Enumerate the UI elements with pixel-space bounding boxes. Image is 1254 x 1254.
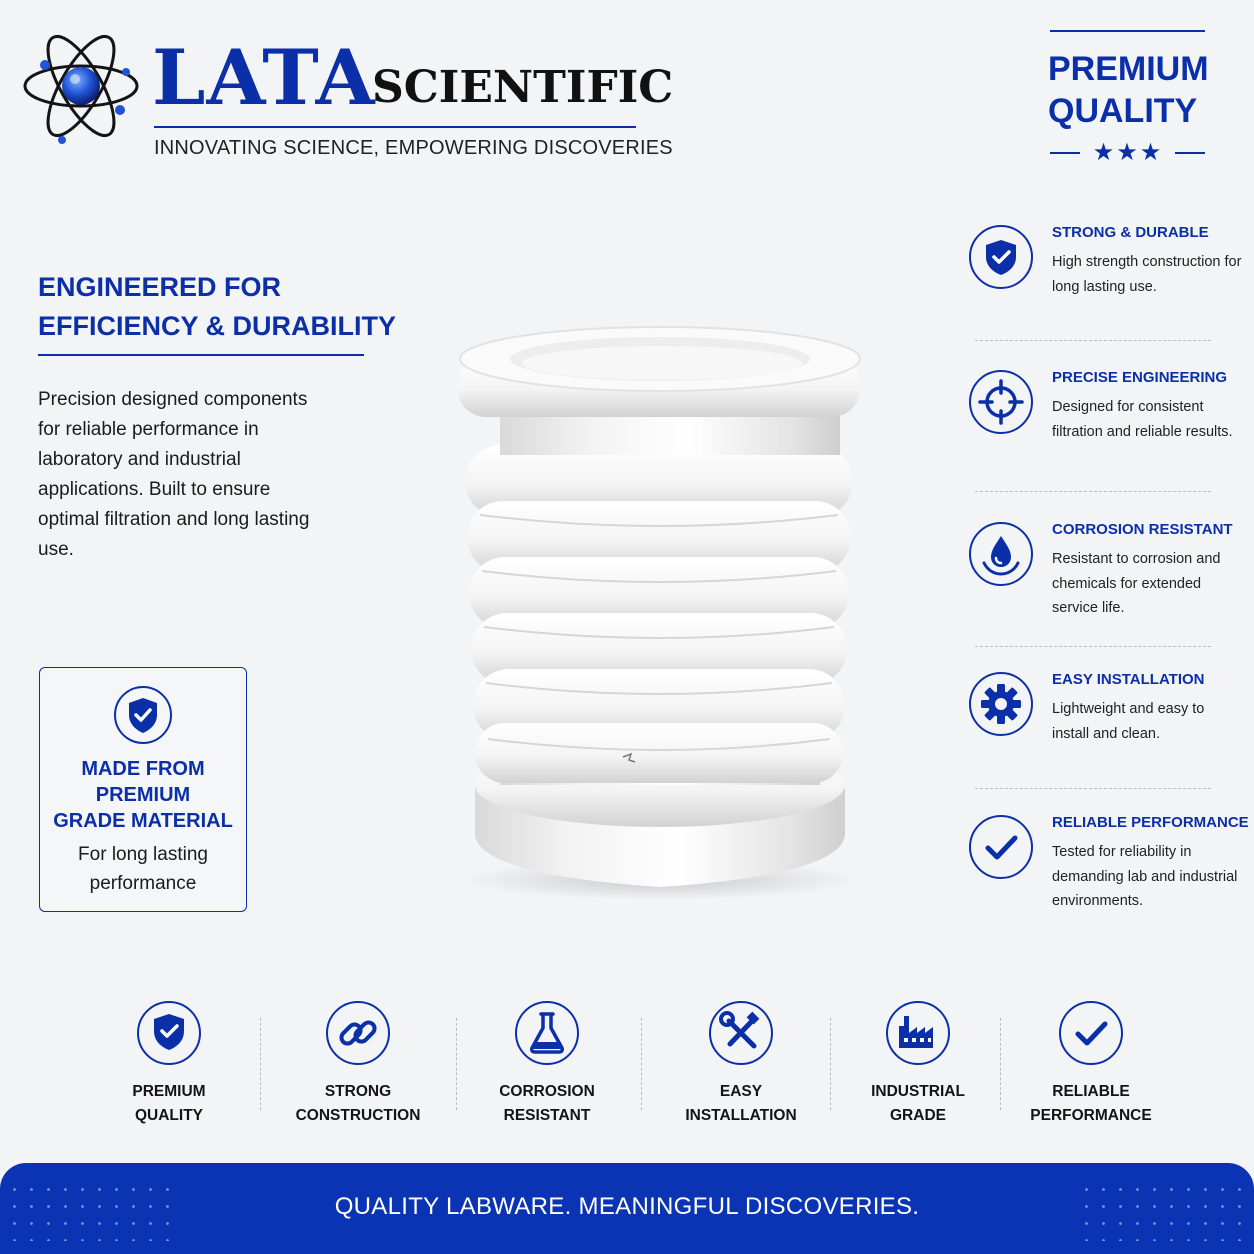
atom-logo-icon (22, 26, 140, 146)
water-drop-icon (968, 521, 1034, 587)
checkmark-icon (1058, 1000, 1124, 1066)
bottom-item-industrial-grade (828, 1000, 1008, 1128)
material-title-line3: GRADE MATERIAL (53, 810, 233, 832)
intro-heading-line1: ENGINEERED FOR (38, 272, 282, 302)
material-sub-line2: performance (89, 873, 197, 894)
material-sub-line1: For long lasting (78, 844, 208, 865)
bottom-item-premium-quality (79, 1000, 259, 1128)
material-title-line1: MADE FROM (81, 758, 205, 780)
badge-rule-right (1175, 152, 1205, 154)
bottom-divider (641, 1018, 642, 1110)
bottom-label-line2: INSTALLATION (685, 1107, 797, 1124)
material-title (40, 756, 246, 834)
feature-divider (975, 491, 1211, 492)
footer-banner (0, 1163, 1254, 1254)
feature-title: EASY INSTALLATION (1052, 671, 1205, 688)
wrench-screwdriver-icon (708, 1000, 774, 1066)
bottom-divider (260, 1018, 261, 1110)
badge-title-line1: PREMIUM (1048, 50, 1209, 88)
bottom-item-strong-construction (268, 1000, 448, 1128)
badge-title-line2: QUALITY (1048, 92, 1198, 130)
bottom-label-line2: GRADE (890, 1107, 946, 1124)
intro-heading (38, 268, 396, 346)
badge-rule-left (1050, 152, 1080, 154)
feature-title: RELIABLE PERFORMANCE (1052, 814, 1249, 831)
feature-desc: High strength construction for long lasting use. (1052, 254, 1242, 295)
bottom-label-line2: QUALITY (134, 1107, 204, 1124)
shield-check-icon (136, 1000, 202, 1066)
bottom-label-line1: PREMIUM (132, 1083, 206, 1100)
bottom-item-corrosion-resistant (457, 1000, 637, 1128)
feature-divider (975, 646, 1211, 647)
chain-link-icon (325, 1000, 391, 1066)
brand-tagline: INNOVATING SCIENCE, EMPOWERING DISCOVERIES (154, 137, 673, 159)
intro-body: Precision designed components for reliable performance in laboratory and industrial applications. Built to ensure optimal filtration and long lasting use. (38, 389, 310, 560)
feature-desc: Lightweight and easy to install and clean. (1052, 701, 1205, 742)
gear-icon (968, 671, 1034, 737)
material-card (39, 667, 247, 912)
feature-divider (975, 788, 1211, 789)
feature-desc: Resistant to corrosion and chemicals for extended service life. (1052, 551, 1221, 616)
bottom-label-line1: EASY (719, 1083, 763, 1100)
flask-icon (514, 1000, 580, 1066)
intro-heading-line2: EFFICIENCY & DURABILITY (38, 311, 397, 341)
feature-desc: Tested for reliability in demanding lab and industrial environments. (1052, 844, 1238, 909)
brand-suffix: SCIENTIFIC (372, 62, 674, 113)
feature-title: CORROSION RESISTANT (1052, 521, 1233, 538)
bottom-label-line1: INDUSTRIAL (871, 1083, 965, 1100)
shield-check-icon (968, 224, 1034, 290)
brand-name: LATA (152, 33, 376, 122)
bottom-label-line1: RELIABLE (1052, 1083, 1130, 1100)
badge-top-rule (1050, 30, 1205, 32)
star-icon: ★★★ (1092, 138, 1164, 166)
bottom-label-line2: CONSTRUCTION (295, 1107, 421, 1124)
feature-title: STRONG & DURABLE (1052, 224, 1209, 241)
footer-slogan: QUALITY LABWARE. MEANINGFUL DISCOVERIES. (334, 1193, 920, 1220)
checkmark-icon (968, 814, 1034, 880)
bottom-label-line1: CORROSION (499, 1083, 595, 1100)
brand-divider (154, 126, 636, 128)
feature-title: PRECISE ENGINEERING (1052, 369, 1228, 386)
material-subtitle (40, 840, 246, 898)
product-image (440, 315, 880, 905)
intro-heading-rule (38, 354, 364, 356)
premium-quality-badge (1048, 48, 1218, 132)
bottom-label-line2: PERFORMANCE (1030, 1107, 1152, 1124)
shield-check-icon (113, 685, 173, 745)
bottom-item-easy-installation (651, 1000, 831, 1128)
bottom-item-reliable-performance (1001, 1000, 1181, 1128)
bottom-label-line2: RESISTANT (503, 1107, 591, 1124)
badge-stars (1050, 138, 1205, 168)
bottom-label-line1: STRONG (324, 1083, 392, 1100)
factory-icon (885, 1000, 951, 1066)
feature-divider (975, 340, 1211, 341)
crosshair-icon (968, 369, 1034, 435)
feature-desc: Designed for consistent filtration and reliable results. (1052, 399, 1233, 440)
material-title-line2: PREMIUM (95, 784, 191, 806)
